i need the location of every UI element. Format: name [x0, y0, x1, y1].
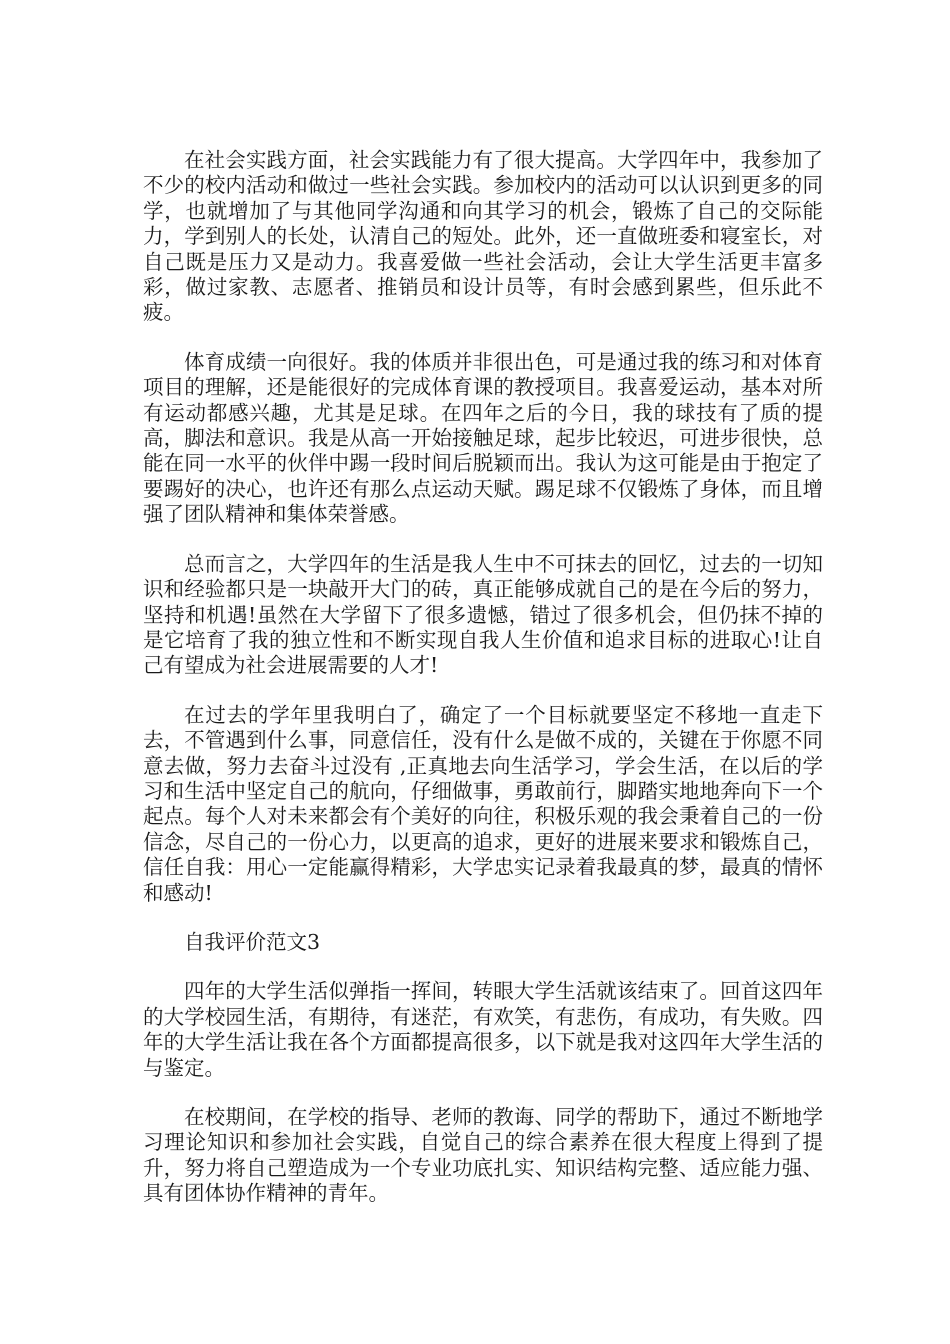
paragraph-four-years: 四年的大学生活似弹指一挥间，转眼大学生活就该结束了。回首这四年的大学校园生活，有期待，有迷茫，有欢笑，有悲伤，有成功，有失败。四年的大学生活让我在各个方面都提高很多，以下就是我对这四年大学生活的与鉴定。 — [143, 979, 823, 1080]
section-title: 自我评价范文3 — [184, 929, 321, 954]
paragraph-goals: 在过去的学年里我明白了，确定了一个目标就要坚定不移地一直走下去，不管遇到什么事，同意信任，没有什么是做不成的，关键在于你愿不同意去做，努力去奋斗过没有 ,正真地去向生活学习，学会生活，在以后的学习和生活中坚定自己的航向，仔细做事，勇敢前行，脚踏实地地奔向下一个起点。每个人对未来都会有个美好的向往，积极乐观的我会秉着自己的一份信念，尽自己的一份心力，以更高的追求，更好的进展来要求和锻炼自己，信任自我：用心一定能赢得精彩，大学忠实记录着我最真的梦，最真的情怀和感动! — [143, 702, 823, 905]
document-page — [143, 148, 823, 1231]
paragraph-school-period: 在校期间，在学校的指导、老师的教诲、同学的帮助下，通过不断地学习理论知识和参加社会实践，自觉自己的综合素养在很大程度上得到了提升，努力将自己塑造成为一个专业功底扎实、知识结构完整、适应能力强、具有团体协作精神的青年。 — [143, 1105, 823, 1206]
paragraph-sports: 体育成绩一向很好。我的体质并非很出色，可是通过我的练习和对体育项目的理解，还是能很好的完成体育课的教授项目。我喜爱运动，基本对所有运动都感兴趣，尤其是足球。在四年之后的今日，我的球技有了质的提高，脚法和意识。我是从高一开始接触足球，起步比较迟，可进步很快，总能在同一水平的伙伴中踢一段时间后脱颖而出。我认为这可能是由于抱定了要踢好的决心，也许还有那么点运动天赋。踢足球不仅锻炼了身体，而且增强了团队精神和集体荣誉感。 — [143, 349, 823, 527]
paragraph-summary: 总而言之，大学四年的生活是我人生中不可抹去的回忆，过去的一切知识和经验都只是一块敲开大门的砖，真正能够成就自己的是在今后的努力，坚持和机遇!虽然在大学留下了很多遗憾，错过了很多机会，但仍抹不掉的是它培育了我的独立性和不断实现自我人生价值和追求目标的进取心!让自己有望成为社会进展需要的人才! — [143, 551, 823, 678]
paragraph-social-practice: 在社会实践方面，社会实践能力有了很大提高。大学四年中，我参加了不少的校内活动和做过一些社会实践。参加校内的活动可以认识到更多的同学，也就增加了与其他同学沟通和向其学习的机会，锻炼了自己的交际能力，学到别人的长处，认清自己的短处。此外，还一直做班委和寝室长，对自己既是压力又是动力。我喜爱做一些社会活动，会让大学生活更丰富多彩，做过家教、志愿者、推销员和设计员等，有时会感到累些，但乐此不疲。 — [143, 148, 823, 325]
